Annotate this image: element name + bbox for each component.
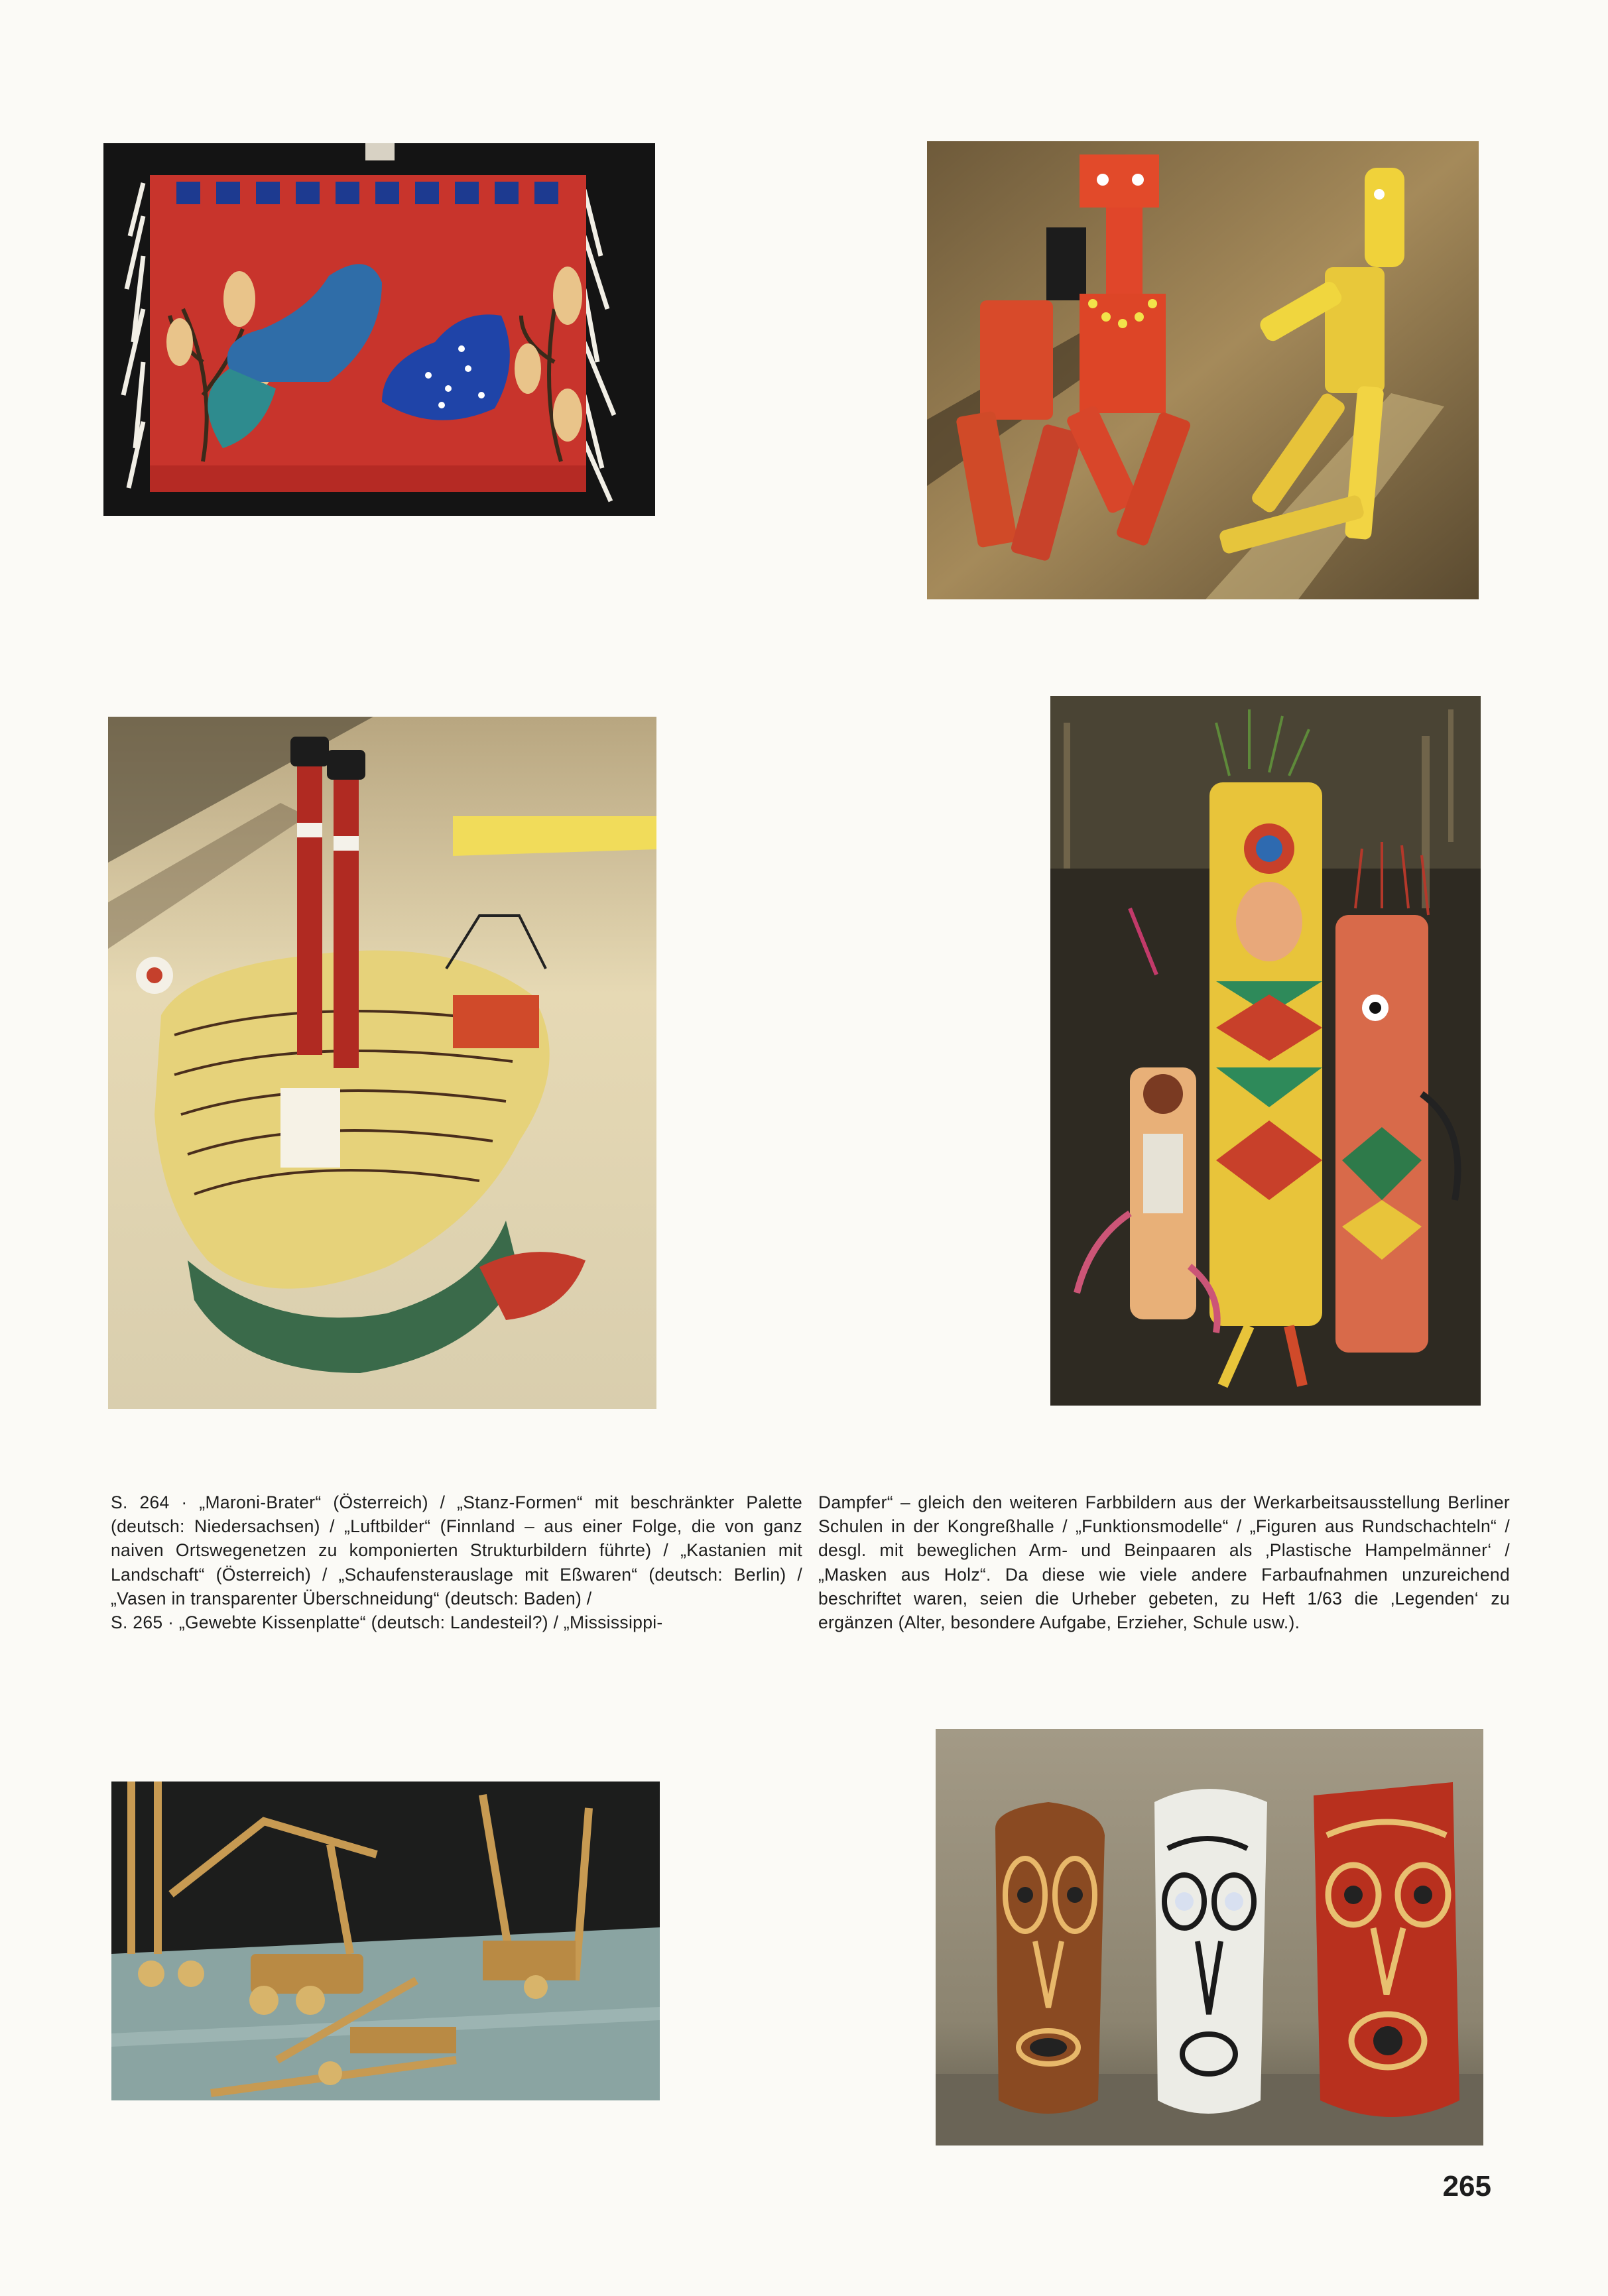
caption-paragraph-s264: S. 264 · „Maroni-Brater“ (Österreich) / „Stanz-Formen“ mit beschränkter Palette (deutsch: Niedersachsen) / „Luftbilder“ (Finnland – aus einer Folge, die von ganz naiven Ortswegenetzen zu komponierten Strukturbildern führte) / „Kastanien mit Landschaft“ (Österreich) / „Schaufensterauslage mit Eßwaren“ (deutsch: Berlin) / „Vasen in transparenter Überschneidung“ (deutsch: Baden) / bbox=[111, 1492, 802, 1608]
photo-round-box-figures bbox=[1050, 696, 1481, 1406]
photo-mississippi-steamboat bbox=[108, 717, 656, 1409]
photo-woven-cushion-panel bbox=[103, 143, 655, 516]
page-number: 265 bbox=[1442, 2170, 1491, 2203]
caption-left-column bbox=[111, 1490, 802, 1634]
caption-paragraph-continued: Dampfer“ – gleich den weiteren Farbbildern aus der Werkarbeitsausstellung Berliner Schulen in der Kongreßhalle / „Funktionsmodelle“ / „Figuren aus Rundschachteln“ / desgl. mit beweglichen Arm- und Beinpaaren als ‚Plastische Hampelmänner‘ / „Masken aus Holz“. Da diese wie viele andere Farbaufnahmen unzureichend beschriftet waren, seien die Urheber gebeten, zu Heft 1/63 die ‚Legenden‘ zu ergänzen (Alter, besondere Aufgabe, Erzieher, Schule usw.). bbox=[818, 1492, 1510, 1633]
photo-jumping-jack-figures bbox=[927, 141, 1479, 599]
caption-right-column bbox=[818, 1490, 1510, 1634]
photo-wooden-masks bbox=[936, 1729, 1483, 2145]
photo-functional-models bbox=[111, 1782, 660, 2100]
caption-paragraph-s265: S. 265 · „Gewebte Kissenplatte“ (deutsch: Landesteil?) / „Mississippi- bbox=[111, 1612, 663, 1633]
